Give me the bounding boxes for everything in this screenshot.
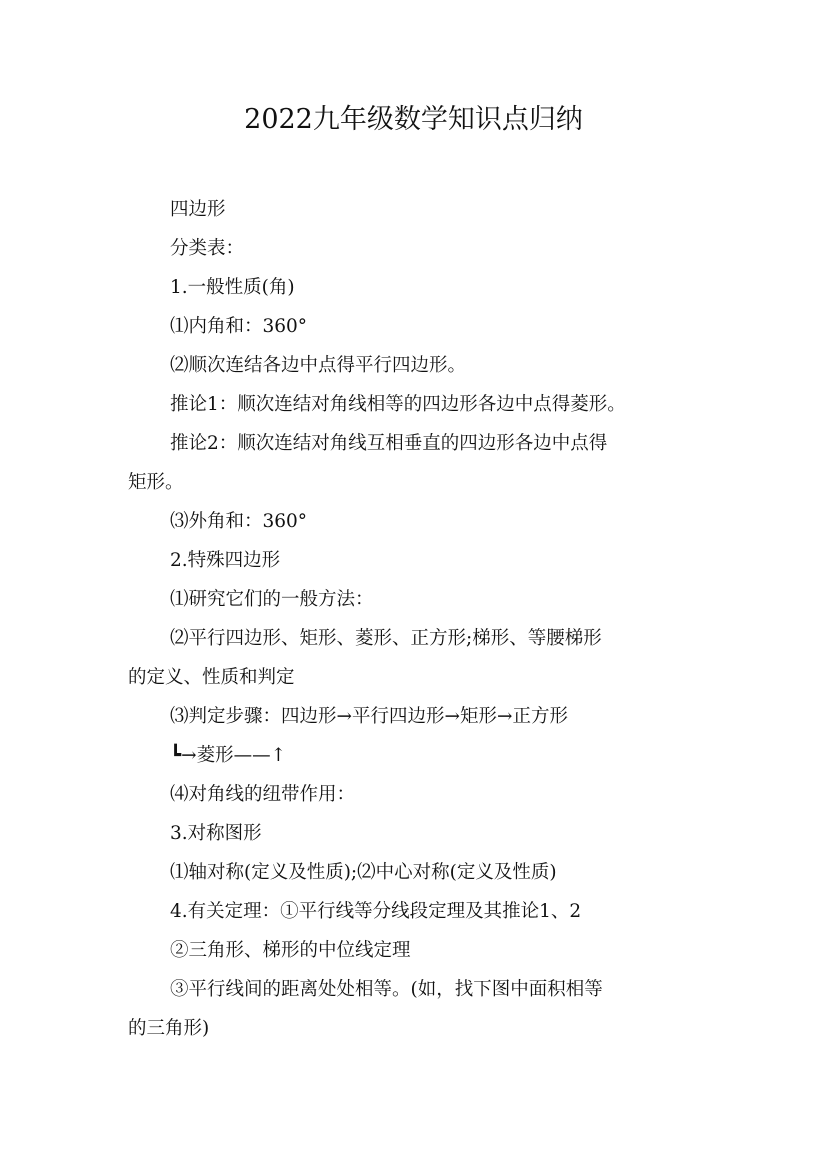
paragraph: 矩形。 <box>128 472 184 493</box>
paragraph: 推论1：顺次连结对角线相等的四边形各边中点得菱形。 <box>170 394 626 415</box>
document-body <box>128 190 718 1048</box>
paragraph: 的定义、性质和判定 <box>128 667 295 688</box>
paragraph: ⑵平行四边形、矩形、菱形、正方形;梯形、等腰梯形 <box>170 628 602 649</box>
paragraph: 四边形 <box>170 199 226 220</box>
document-title: 2022九年级数学知识点归纳 <box>244 104 583 135</box>
paragraph: 的三角形) <box>128 1018 210 1039</box>
paragraph: ┗→菱形——↑ <box>170 745 287 766</box>
paragraph: ⑴轴对称(定义及性质);⑵中心对称(定义及性质) <box>170 862 557 883</box>
paragraph: ⑶外角和：360° <box>170 511 308 532</box>
paragraph: 3.对称图形 <box>170 823 262 844</box>
paragraph: ⑴研究它们的一般方法： <box>170 589 374 610</box>
paragraph: 4.有关定理：①平行线等分线段定理及其推论1、2 <box>170 901 582 922</box>
paragraph: ⑴内角和：360° <box>170 316 308 337</box>
paragraph: ②三角形、梯形的中位线定理 <box>170 940 411 961</box>
paragraph: 2.特殊四边形 <box>170 550 281 571</box>
paragraph: ③平行线间的距离处处相等。(如，找下图中面积相等 <box>170 979 603 1000</box>
paragraph: ⑷对角线的纽带作用： <box>170 784 356 805</box>
paragraph: ⑵顺次连结各边中点得平行四边形。 <box>170 355 467 376</box>
paragraph: 推论2：顺次连结对角线互相垂直的四边形各边中点得 <box>170 433 608 454</box>
paragraph: ⑶判定步骤：四边形→平行四边形→矩形→正方形 <box>170 706 569 727</box>
paragraph: 分类表： <box>170 238 245 259</box>
paragraph: 1.一般性质(角) <box>170 277 295 298</box>
